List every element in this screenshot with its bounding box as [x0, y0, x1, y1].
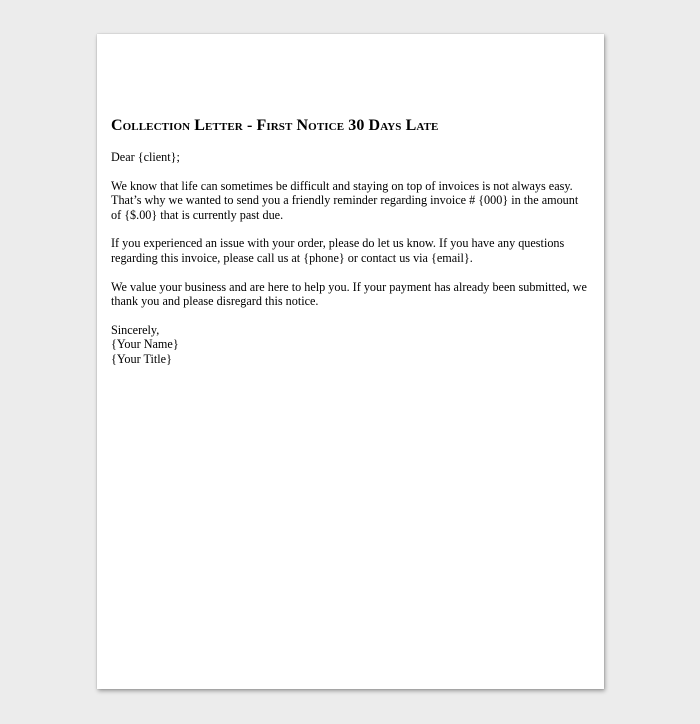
paragraph-questions: If you experienced an issue with your order, please do let us know. If you have any questions regarding this invoice, please call us at {phone} or contact us via {email}. [111, 236, 565, 265]
document-page [97, 34, 604, 689]
letter-body [111, 116, 589, 367]
paragraph-thanks: We value your business and are here to help you. If your payment has already been submitted, we thank you and please disregard this notice. [111, 279, 587, 309]
salutation: Dear {client}; [111, 150, 180, 164]
letter-title: Collection Letter - First Notice 30 Days Late [111, 117, 439, 134]
closing: Sincerely, [111, 322, 160, 337]
signature-block [111, 323, 589, 367]
signature-title: {Your Title} [111, 351, 172, 366]
signature-name: {Your Name} [111, 337, 179, 352]
paragraph-reminder: We know that life can sometimes be difficult and staying on top of invoices is not always easy. That’s why we wanted to send you a friendly reminder regarding invoice # {000} in the amount of {$.00} that is currently past due. [111, 178, 579, 222]
